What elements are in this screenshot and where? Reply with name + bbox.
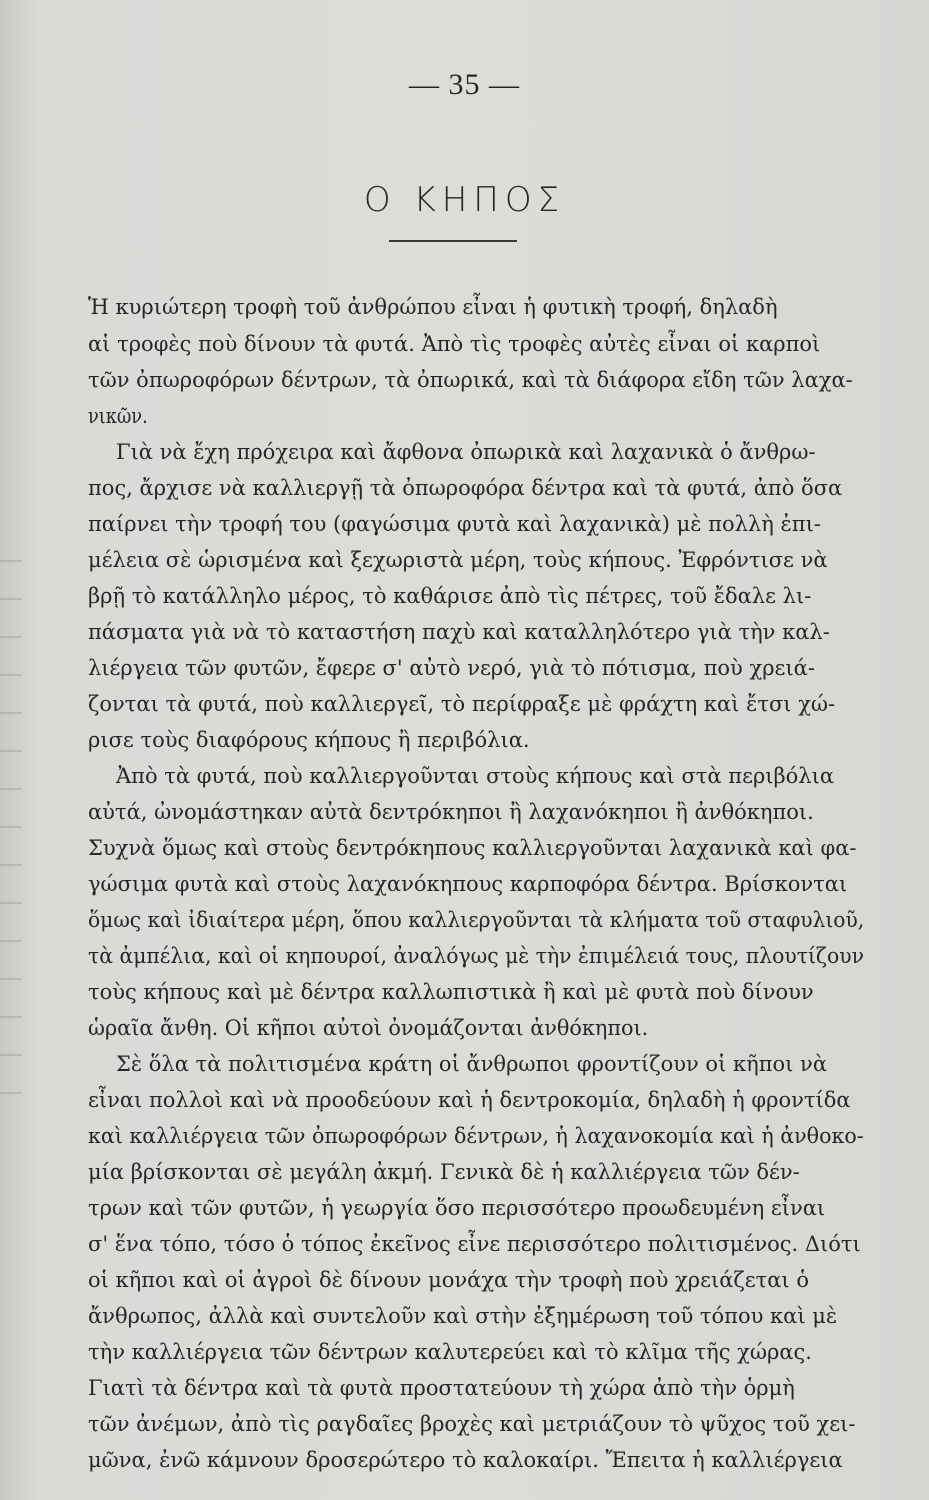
text-line: Σὲ ὅλα τὰ πολιτισμένα κράτη οἱ ἄνθρωποι φροντίζουν οἱ κῆποι νὰ	[116, 1052, 827, 1076]
chapter-title: Ο ΚΗΠΟΣ	[363, 180, 566, 220]
text-line: Ἡ κυριώτερη τροφὴ τοῦ ἀνθρώπου εἶναι ἡ φυτικὴ τροφή, δηλαδὴ	[88, 295, 778, 319]
text-line: ἄνθρωπος, ἀλλὰ καὶ συντελοῦν καὶ στὴν ἐξημέρωση τοῦ τόπου καὶ μὲ	[88, 1304, 838, 1328]
text-line: ὡραῖα ἄνθη. Οἱ κῆποι αὐτοὶ ὀνομάζονται ἀνθόκηποι.	[88, 1016, 649, 1040]
text-line: τὴν καλλιέργεια τῶν δέντρων καλυτερεύει καὶ τὸ κλῖμα τῆς χώρας.	[88, 1340, 812, 1364]
text-line: πάσματα γιὰ νὰ τὸ καταστήση παχὺ καὶ καταλληλότερο γιὰ τὴν καλ-	[88, 620, 830, 644]
text-line: λιέργεια τῶν φυτῶν, ἔφερε σ' αὐτὸ νερό, γιὰ τὸ πότισμα, ποὺ χρειά-	[88, 656, 815, 680]
text-line: ζονται τὰ φυτά, ποὺ καλλιεργεῖ, τὸ περίφραξε μὲ φράχτη καὶ ἔτσι χώ-	[88, 692, 836, 716]
text-line: Γιατὶ τὰ δέντρα καὶ τὰ φυτὰ προστατεύουν τὴ χώρα ἀπὸ τὴν ὁρμὴ	[88, 1376, 795, 1400]
page-number: — 35 —	[409, 68, 520, 101]
text-line: τὰ ἀμπέλια, καὶ οἱ κηπουροί, ἀναλόγως μὲ τὴν ἐπιμέλειά τους, πλουτίζουν	[88, 944, 864, 968]
text-line: καὶ καλλιέργεια τῶν ὀπωροφόρων δέντρων, ἡ λαχανοκομία καὶ ἡ ἀνθοκο-	[88, 1124, 864, 1148]
text-line: τοὺς κήπους καὶ μὲ δέντρα καλλωπιστικὰ ἢ καὶ μὲ φυτὰ ποὺ δίνουν	[88, 980, 814, 1004]
text-line: Γιὰ νὰ ἔχη πρόχειρα καὶ ἄφθονα ὀπωρικὰ καὶ λαχανικὰ ὁ ἄνθρω-	[116, 440, 816, 464]
text-line: ὅμως καὶ ἰδιαίτερα μέρη, ὅπου καλλιεργοῦνται τὰ κλήματα τοῦ σταφυλιοῦ,	[88, 908, 865, 932]
binding-edge	[0, 560, 22, 1120]
text-line: τῶν ὀπωροφόρων δέντρων, τὰ ὀπωρικά, καὶ τὰ διάφορα εἴδη τῶν λαχα-	[88, 368, 853, 392]
text-line: ρισε τοὺς διαφόρους κήπους ἢ περιβόλια.	[88, 728, 530, 752]
text-line: αὐτά, ὠνομάστηκαν αὐτὰ δεντρόκηποι ἢ λαχανόκηποι ἢ ἀνθόκηποι.	[88, 800, 814, 824]
text-line: γώσιμα φυτὰ καὶ στοὺς λαχανόκηπους καρποφόρα δέντρα. Βρίσκονται	[88, 872, 848, 896]
text-line: Συχνὰ ὅμως καὶ στοὺς δεντρόκηπους καλλιεργοῦνται λαχανικὰ καὶ φα-	[88, 836, 857, 860]
text-line: μία βρίσκονται σὲ μεγάλη ἀκμή. Γενικὰ δὲ ἡ καλλιέργεια τῶν δέν-	[88, 1160, 800, 1184]
text-line: νικῶν.	[88, 404, 148, 428]
text-line: οἱ κῆποι καὶ οἱ ἀγροὶ δὲ δίνουν μονάχα τὴν τροφὴ ποὺ χρειάζεται ὁ	[88, 1268, 809, 1292]
text-line: μέλεια σὲ ὡρισμένα καὶ ξεχωριστὰ μέρη, τοὺς κήπους. Ἐφρόντισε νὰ	[88, 548, 828, 572]
text-line: σ' ἕνα τόπο, τόσο ὁ τόπος ἐκεῖνος εἶνε περισσότερο πολιτισμένος. Διότι	[88, 1232, 861, 1256]
text-line: βρῇ τὸ κατάλληλο μέρος, τὸ καθάρισε ἀπὸ τὶς πέτρες, τοῦ ἔδαλε λι-	[88, 584, 812, 608]
text-line: τρων καὶ τῶν φυτῶν, ἡ γεωργία ὅσο περισσότερο προωδευμένη εἶναι	[88, 1196, 826, 1220]
text-line: μῶνα, ἐνῶ κάμνουν δροσερώτερο τὸ καλοκαίρι. Ἔπειτα ἡ καλλιέργεια	[88, 1448, 843, 1472]
text-line: αἱ τροφὲς ποὺ δίνουν τὰ φυτά. Ἀπὸ τὶς τροφὲς αὐτὲς εἶναι οἱ καρποὶ	[88, 332, 821, 356]
text-line: παίρνει τὴν τροφή του (φαγώσιμα φυτὰ καὶ λαχανικὰ) μὲ πολλὴ ἐπι-	[88, 512, 821, 536]
text-line: πος, ἄρχισε νὰ καλλιεργῇ τὰ ὀπωροφόρα δέντρα καὶ τὰ φυτά, ἀπὸ ὅσα	[88, 476, 843, 500]
text-line: τῶν ἀνέμων, ἀπὸ τὶς ραγδαῖες βροχὲς καὶ μετριάζουν τὸ ψῦχος τοῦ χει-	[88, 1412, 856, 1436]
text-line: Ἀπὸ τὰ φυτά, ποὺ καλλιεργοῦνται στοὺς κήπους καὶ στὰ περιβόλια	[116, 764, 835, 788]
text-line: εἶναι πολλοὶ καὶ νὰ προοδεύουν καὶ ἡ δεντροκομία, δηλαδὴ ἡ φροντίδα	[88, 1088, 851, 1112]
title-underline	[389, 240, 517, 242]
